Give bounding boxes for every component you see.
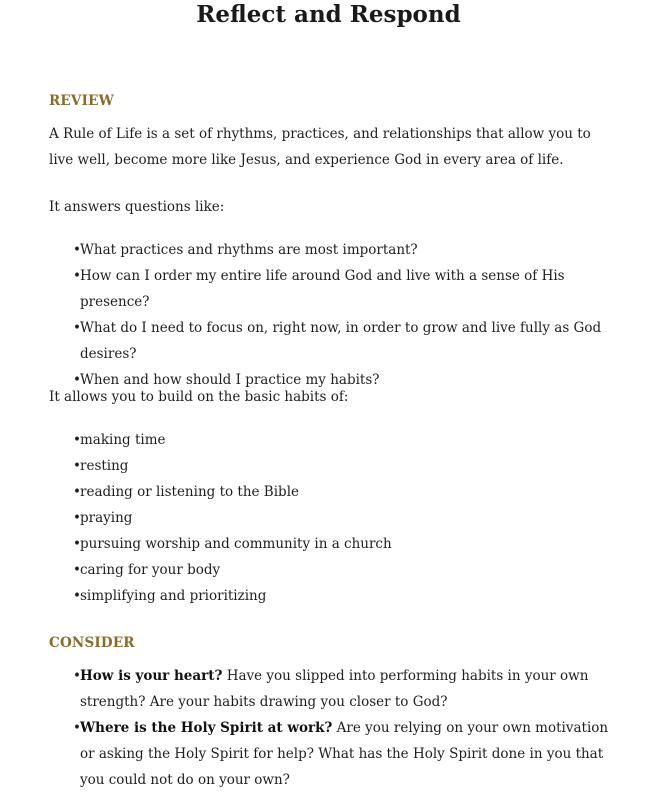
list-item: • What do I need to focus on, right now, in order to grow and live fully as God desires?: [66, 315, 611, 367]
consider-heading: CONSIDER: [49, 635, 135, 651]
list-item: • What practices and rhythms are most important?: [66, 237, 611, 263]
consider-list: [66, 663, 611, 793]
list-item: • praying: [66, 505, 611, 531]
consider-item-text: Are you relying on your own motivation or asking the Holy Spirit for help? What has the Holy Spirit done in you that you could not do on your own?: [80, 720, 609, 788]
list-item: • reading or listening to the Bible: [66, 479, 611, 505]
consider-item-lead: How is your heart?: [80, 668, 223, 684]
questions-list: [66, 237, 611, 393]
consider-item-text: Have you slipped into performing habits in your own strength? Are your habits drawing you closer to God?: [80, 668, 589, 710]
list-item: • pursuing worship and community in a church: [66, 531, 611, 557]
list-item: • simplifying and prioritizing: [66, 583, 611, 609]
habits-lead: It allows you to build on the basic habits of:: [49, 389, 349, 405]
list-item: • making time: [66, 427, 611, 453]
list-item: • When and how should I practice my habits?: [66, 367, 611, 393]
habits-list: [66, 427, 611, 609]
list-item: • How can I order my entire life around God and live with a sense of His presence?: [66, 263, 611, 315]
review-intro: A Rule of Life is a set of rhythms, practices, and relationships that allow you to live well, become more like Jesus, and experience God in every area of life.: [49, 126, 591, 168]
list-item: • caring for your body: [66, 557, 611, 583]
review-heading: REVIEW: [49, 93, 114, 109]
questions-lead: It answers questions like:: [49, 199, 225, 215]
list-item: • resting: [66, 453, 611, 479]
list-item: [66, 663, 611, 715]
page-title: Reflect and Respond: [196, 1, 461, 28]
list-item: [66, 715, 611, 793]
consider-item-lead: Where is the Holy Spirit at work?: [80, 720, 333, 736]
